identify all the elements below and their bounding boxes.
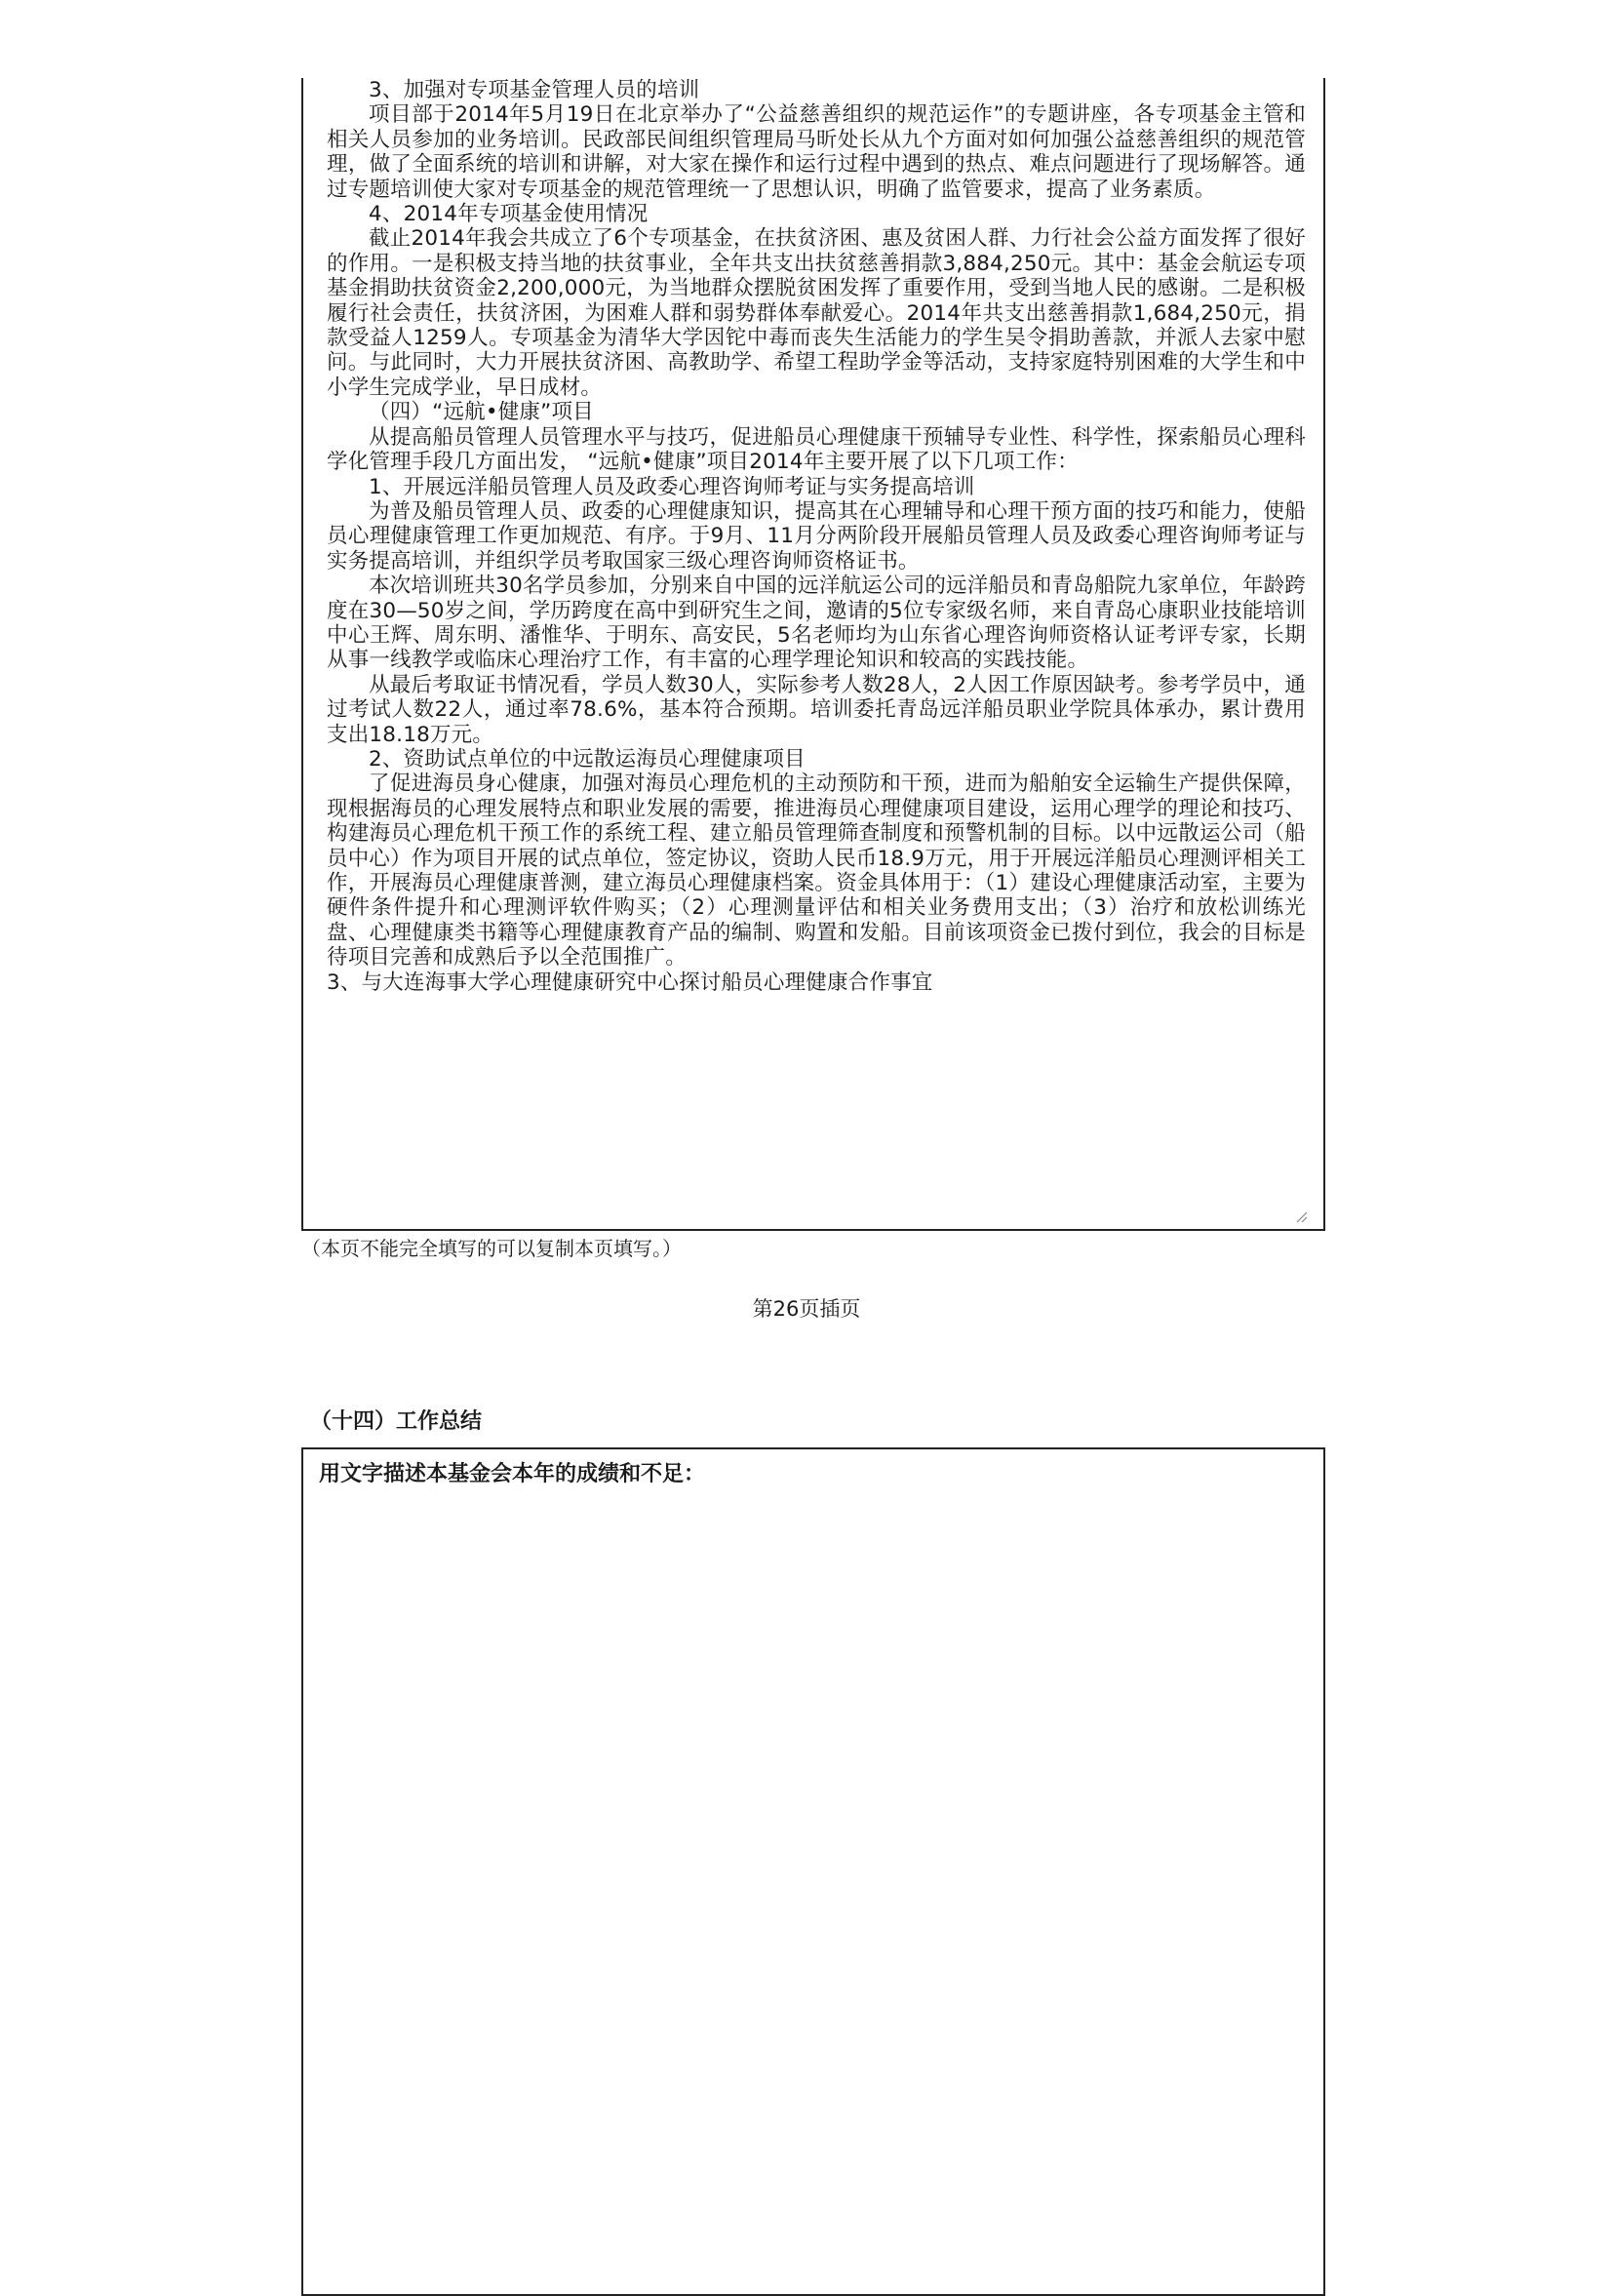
page-label: 第26页插页 [752,1297,861,1321]
text-content [327,78,1306,995]
paragraph: 3、加强对专项基金管理人员的培训 [369,78,700,102]
paragraph: 了促进海员身心健康，加强对海员心理危机的主动预防和干预，进而为船舶安全运输生产提供保障，现根据海员的心理发展特点和职业发展的需要，推进海员心理健康项目建设，运用心理学的理论和技巧、构建海员心理危机干预工作的系统工程、建立船员管理筛查制度和预警机制的目标。以中远散运公司（船员中心）作为项目开展的试点单位，签定协议，资助人民币18.9万元，用于开展远洋船员心理测评相关工作，开展海员心理健康普测，建立海员心理健康档案。资金具体用于：（1）建设心理健康活动室，主要为硬件条件提升和心理测评软件购买；（2）心理测量评估和相关业务费用支出；（3）治疗和放松训练光盘、心理健康类书籍等心理健康教育产品的编制、购置和发船。目前该项资金已拨付到位，我会的目标是待项目完善和成熟后予以全范围推广。 [327,772,1306,970]
paragraph: 为普及船员管理人员、政委的心理健康知识，提高其在心理辅导和心理干预方面的技巧和能力，使船员心理健康管理工作更加规范、有序。于9月、11月分两阶段开展船员管理人员及政委心理咨询师考证与实务提高培训，并组织学员考取国家三级心理咨询师资格证书。 [327,498,1306,574]
continued-text-box[interactable] [301,78,1325,1231]
paragraph: 4、2014年专项基金使用情况 [369,202,649,227]
section-title: （十四）工作总结 [310,1409,483,1434]
paragraph: 截止2014年我会共成立了6个专项基金，在扶贫济困、惠及贫困人群、力行社会公益方面发挥了很好的作用。一是积极支持当地的扶贫事业，全年共支出扶贫慈善捐款3,884,250元。其中：基金会航运专项基金捐助扶贫资金2,200,000元，为当地群众摆脱贫困发挥了重要作用，受到当地人民的感谢。二是积极履行社会责任，扶贫济困，为困难人群和弱势群体奉献爱心。2014年共支出慈善捐款1,684,250元，捐款受益人1259人。专项基金为清华大学因铊中毒而丧失生活能力的学生吴令捐助善款，并派人去家中慰问。与此同时，大力开展扶贫济困、高教助学、希望工程助学金等活动，支持家庭特别困难的大学生和中小学生完成学业，早日成材。 [327,226,1306,400]
work-summary-box[interactable] [301,1447,1325,2296]
paragraph: （四）“远航•健康”项目 [369,400,594,425]
paragraph: 1、开展远洋船员管理人员及政委心理咨询师考证与实务提高培训 [369,474,975,499]
resize-grip-icon[interactable] [1294,1209,1308,1223]
paragraph: 2、资助试点单位的中远散运海员心理健康项目 [369,746,806,772]
page-note: （本页不能完全填写的可以复制本页填写。） [301,1237,682,1260]
paragraph: 从最后考取证书情况看，学员人数30人，实际参考人数28人，2人因工作原因缺考。参考学员中，通过考试人数22人，通过率78.6%，基本符合预期。培训委托青岛远洋船员职业学院具体承办，累计费用支出18.18万元。 [327,672,1306,747]
paragraph: 项目部于2014年5月19日在北京举办了“公益慈善组织的规范运作”的专题讲座，各专项基金主管和相关人员参加的业务培训。民政部民间组织管理局马昕处长从九个方面对如何加强公益慈善组织的规范管理，做了全面系统的培训和讲解，对大家在操作和运行过程中遇到的热点、难点问题进行了现场解答。通过专题培训使大家对专项基金的规范管理统一了思想认识，明确了监管要求，提高了业务素质。 [327,102,1306,202]
paragraph: 3、与大连海事大学心理健康研究中心探讨船员心理健康合作事宜 [327,970,933,995]
paragraph: 本次培训班共30名学员参加，分别来自中国的远洋航运公司的远洋船员和青岛船院九家单位，年龄跨度在30—50岁之间，学历跨度在高中到研究生之间，邀请的5位专家级名师，来自青岛心康职业技能培训中心王辉、周东明、潘惟华、于明东、高安民，5名老师均为山东省心理咨询师资格认证考评专家，长期从事一线教学或临床心理治疗工作，有丰富的心理学理论知识和较高的实践技能。 [327,574,1306,673]
summary-prompt: 用文字描述本基金会本年的成绩和不足： [319,1462,706,1486]
paragraph: 从提高船员管理人员管理水平与技巧，促进船员心理健康干预辅导专业性、科学性，探索船员心理科学化管理手段几方面出发， “远航•健康”项目2014年主要开展了以下几项工作： [327,424,1306,475]
